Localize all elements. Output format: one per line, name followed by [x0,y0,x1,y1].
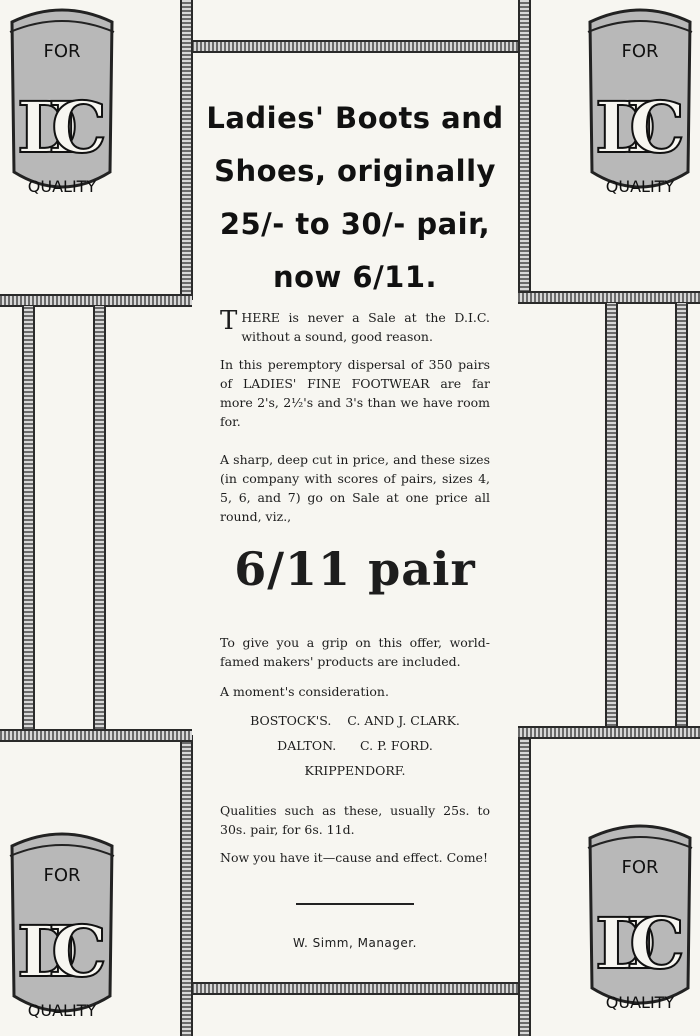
left-pillar-2 [93,306,106,729]
left-mid-band-bottom [0,729,192,742]
svg-text:QUALITY: QUALITY [605,177,675,196]
paragraph-dispersal: In this peremptory dispersal of 350 pairs of LADIES' FINE FOOTWEAR are far more 2's, 2½'s and 3's than we have room for. [220,357,490,429]
maker-dalton: DALTON. [277,738,337,753]
right-border-band-lower [518,735,531,1036]
svg-text:QUALITY: QUALITY [27,1001,97,1020]
headline-line-4: now 6/11. [272,260,438,294]
paragraph-qualities: Qualities such as these, usually 25s. to 30s. pair, for 6s. 11d. [220,803,490,837]
dic-logo-bottom-left [2,826,122,1036]
svg-text:QUALITY: QUALITY [605,993,675,1012]
headline-line-1: Ladies' Boots and [206,101,504,135]
left-pillar-1 [22,306,35,729]
svg-text:FOR: FOR [43,865,81,886]
dropcap: T [220,306,238,336]
paragraph-cut-price: A sharp, deep cut in price, and these sizes (in company with scores of pairs, sizes 4, 5, 6, and 7) go on Sale at one price all round, viz., [220,452,490,524]
headline [192,92,518,304]
paragraph-offer: To give you a grip on this offer, world-famed makers' products are included. [220,635,490,669]
price-display: 6/11 pair [234,542,476,596]
advertisement-panel [192,46,518,986]
right-pillar-2 [675,303,688,726]
paragraph-consideration: A moment's consideration. [220,684,389,699]
maker-clark: C. AND J. CLARK. [347,713,460,728]
signature-rule [296,903,414,905]
svg-text:FOR: FOR [43,41,81,62]
svg-text:FOR: FOR [621,857,659,878]
right-border-band-upper [518,0,531,300]
svg-text:DIC: DIC [17,910,107,993]
headline-line-3: 25/- to 30/- pair, [219,207,491,241]
intro-paragraph [220,308,490,346]
right-mid-band-bottom [518,726,700,739]
makers-list [220,711,490,780]
headline-line-2: Shoes, originally [214,154,496,188]
svg-text:FOR: FOR [621,41,659,62]
dic-logo-top-left [2,2,122,212]
dic-logo-bottom-right [580,818,700,1028]
makers-row-3: KRIPPENDORF. [304,763,406,778]
svg-text:QUALITY: QUALITY [27,177,97,196]
maker-bostocks: BOSTOCK'S. [250,713,332,728]
dic-logo-top-right [580,2,700,212]
svg-text:DIC: DIC [595,86,685,169]
intro-text: HERE is never a Sale at the D.I.C. without a sound, good reason. [241,310,490,344]
paragraph-come: Now you have it—cause and effect. Come! [220,850,488,865]
maker-ford: C. P. FORD. [360,738,433,753]
makers-row-2 [220,736,490,755]
makers-row-1 [220,711,490,730]
right-pillar-1 [605,303,618,726]
svg-text:DIC: DIC [17,86,107,169]
signature: W. Simm, Manager. [293,936,417,950]
svg-text:DIC: DIC [595,902,685,985]
